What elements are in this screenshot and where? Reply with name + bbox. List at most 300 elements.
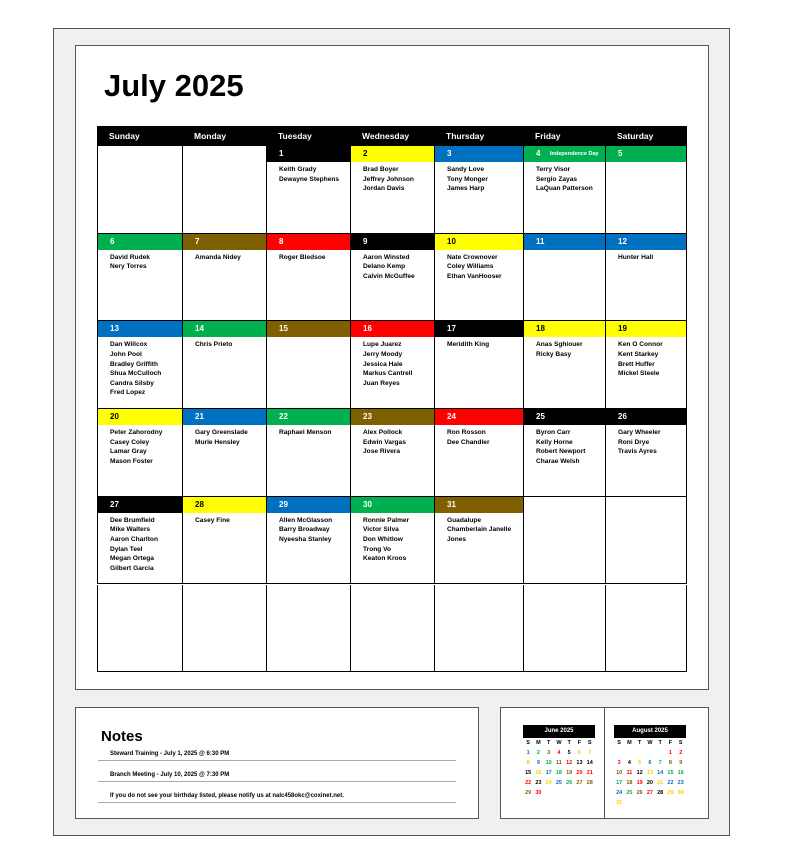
mini-day: [564, 788, 574, 798]
day-number-bar: [183, 409, 266, 425]
day-number: 4: [536, 149, 541, 158]
mini-day: [624, 748, 634, 758]
birthday-name: Calvin McGuffee: [363, 272, 415, 280]
mini-day: 27: [646, 790, 653, 796]
mini-week-row: [614, 768, 686, 778]
birthday-name: David Rudek: [110, 253, 150, 261]
birthday-name: Robert Newport: [536, 448, 586, 456]
birthday-name: Guadalupe: [447, 516, 482, 524]
day-cell: [605, 146, 687, 234]
birthday-list: [267, 162, 350, 184]
birthday-name: Aaron Charlton: [110, 535, 158, 543]
notes-title: Notes: [101, 728, 143, 745]
mini-weekday: M: [536, 740, 541, 746]
day-number-bar: [351, 234, 434, 250]
mini-day: 2: [679, 750, 683, 756]
birthday-name: Casey Fine: [195, 516, 230, 524]
weekday-header: Monday: [182, 126, 266, 146]
note-divider: [98, 802, 456, 803]
day-number-bar: [267, 234, 350, 250]
empty-day-cell: [605, 497, 687, 585]
mini-day: 4: [557, 750, 561, 756]
birthday-name: Lamar Gray: [110, 448, 147, 456]
birthday-name: Coley Williams: [447, 263, 494, 271]
mini-day: 16: [677, 770, 684, 776]
birthday-name: Victor Silva: [363, 526, 399, 534]
birthday-list: [606, 337, 686, 378]
birthday-name: Jessica Hale: [363, 360, 403, 368]
mini-day: [614, 748, 624, 758]
birthday-name: Kent Starkey: [618, 350, 659, 358]
weekday-header: Sunday: [97, 126, 182, 146]
birthday-list: [98, 337, 182, 398]
birthday-name: Barry Broadway: [279, 526, 330, 534]
mini-weekday: S: [587, 740, 592, 746]
day-number-bar: [183, 234, 266, 250]
birthday-name: Jerry Moody: [363, 350, 403, 358]
empty-day-cell: [182, 146, 266, 234]
birthday-name: Delano Kemp: [363, 263, 406, 271]
mini-week-row: [614, 748, 686, 758]
birthday-name: Terry Visor: [536, 166, 571, 173]
birthday-list: [267, 425, 350, 438]
mini-day: 10: [545, 760, 552, 766]
birthday-name: Nery Torres: [110, 263, 147, 271]
mini-weekday: F: [668, 740, 673, 746]
day-number: 2: [363, 149, 368, 158]
birthday-list: [183, 513, 266, 526]
birthday-name: Travis Ayres: [618, 448, 657, 456]
empty-day-cell: [350, 585, 434, 673]
day-number: 25: [536, 412, 545, 422]
birthday-name: Megan Ortega: [110, 555, 154, 563]
day-cell: [266, 234, 350, 322]
mini-week-row: [523, 748, 595, 758]
mini-weekday: S: [526, 740, 530, 746]
empty-day-cell: [605, 585, 687, 673]
birthday-name: Keith Grady: [279, 166, 317, 173]
birthday-name: Mike Walters: [110, 526, 151, 534]
birthday-name: Candra Silsby: [110, 379, 154, 387]
mini-day: 6: [577, 750, 581, 756]
birthday-name: Chris Prieto: [195, 341, 233, 349]
mini-weekday: F: [577, 740, 582, 746]
mini-day: 17: [545, 770, 552, 776]
mini-day: 8: [668, 760, 672, 766]
day-cell: [434, 234, 523, 322]
birthday-name: Ron Rosson: [447, 429, 486, 437]
note-item: Branch Meeting - July 10, 2025 @ 7:30 PM: [110, 772, 230, 778]
mini-day: 22: [525, 780, 532, 786]
mini-day: 20: [646, 780, 653, 786]
birthday-name: Don Whitlow: [363, 535, 403, 543]
birthday-name: Dee Chandler: [447, 438, 490, 446]
mini-day: 10: [616, 770, 623, 776]
day-number: 31: [447, 499, 456, 509]
day-number-bar: [435, 409, 523, 425]
birthday-list: [351, 425, 434, 457]
mini-day: 28: [657, 790, 664, 796]
mini-day: 21: [657, 780, 664, 786]
mini-day: 14: [586, 760, 593, 766]
birthday-name: Ethan VanHooser: [447, 272, 502, 280]
birthday-name: Jones: [447, 535, 467, 543]
birthday-name: Dee Brumfield: [110, 516, 155, 524]
mini-weekday: S: [617, 740, 621, 746]
day-number: 23: [363, 412, 372, 422]
weekday-header: Tuesday: [266, 126, 350, 146]
birthday-name: Casey Coley: [110, 438, 150, 446]
birthday-list: [351, 513, 434, 564]
day-number: 24: [447, 412, 456, 422]
mini-day: 29: [667, 790, 674, 796]
birthday-list: [606, 425, 686, 457]
day-number: 13: [110, 324, 119, 334]
birthday-list: [524, 337, 605, 359]
mini-week-row: [523, 788, 595, 798]
mini-day: 15: [525, 770, 532, 776]
mini-day: [645, 798, 655, 808]
birthday-name: Jeffrey Johnson: [363, 175, 414, 183]
birthday-list: [183, 425, 266, 447]
mini-day: 1: [668, 750, 672, 756]
mini-day: 22: [667, 780, 674, 786]
mini-day: 12: [566, 760, 573, 766]
mini-week-row: [523, 758, 595, 768]
day-cell: [434, 497, 523, 585]
mini-day: [554, 788, 564, 798]
page-title: July 2025: [104, 68, 244, 103]
day-number: 6: [110, 236, 115, 246]
day-number: 17: [447, 324, 456, 334]
mini-weekday-row: [523, 738, 595, 748]
birthday-list: [183, 337, 266, 350]
holiday-label: Independence Day: [550, 151, 599, 157]
birthday-name: Amanda Nidey: [195, 253, 241, 261]
day-cell: [182, 321, 266, 409]
birthday-name: Shua McCulloch: [110, 370, 162, 378]
birthday-name: Gilbert Garcia: [110, 564, 154, 572]
mini-calendar-title: August 2025: [614, 725, 686, 738]
birthday-name: John Pool: [110, 350, 142, 358]
day-number-bar: [98, 321, 182, 337]
mini-day: 16: [535, 770, 542, 776]
day-number: 9: [363, 236, 368, 246]
birthday-name: Hunter Hall: [618, 253, 654, 261]
birthday-name: Raphael Menson: [279, 429, 332, 437]
mini-day: [574, 788, 584, 798]
mini-day: [635, 748, 645, 758]
day-cell: [605, 321, 687, 409]
birthday-name: Nate Crownover: [447, 253, 498, 261]
day-number: 20: [110, 412, 119, 422]
day-cell: [266, 321, 350, 409]
weekday-header: Friday: [523, 126, 605, 146]
day-number-bar: [606, 321, 686, 337]
day-cell: [182, 497, 266, 585]
day-cell: [350, 409, 434, 497]
day-number: 3: [447, 149, 452, 158]
day-number-bar: [524, 234, 605, 250]
mini-calendar-june: [523, 725, 595, 798]
birthday-name: Byron Carr: [536, 429, 571, 437]
day-number: 1: [279, 149, 284, 158]
birthday-name: Bradley Griffith: [110, 360, 158, 368]
birthday-name: Ken O Connor: [618, 341, 663, 349]
day-number-bar: [606, 409, 686, 425]
weekday-header: Saturday: [605, 126, 687, 146]
weekday-header: Wednesday: [350, 126, 434, 146]
birthday-name: Trong Vo: [363, 545, 392, 553]
day-cell: [523, 409, 605, 497]
mini-day: 12: [636, 770, 643, 776]
mini-week-row: [614, 758, 686, 768]
mini-day: 4: [627, 760, 631, 766]
note-divider: [98, 760, 456, 761]
note-item: Steward Training - July 1, 2025 @ 6:30 PM: [110, 751, 230, 757]
birthday-name: Ricky Basy: [536, 350, 572, 358]
mini-week-row: [523, 768, 595, 778]
birthday-list: [435, 513, 523, 545]
day-number: 19: [618, 324, 627, 334]
birthday-list: [435, 162, 523, 194]
day-cell: [434, 409, 523, 497]
birthday-name: LaQuan Patterson: [536, 185, 593, 193]
mini-day: 18: [555, 770, 562, 776]
day-cell: [97, 321, 182, 409]
birthday-name: Gary Greenslade: [195, 429, 248, 437]
day-number: 8: [279, 236, 284, 246]
day-number-bar: [267, 321, 350, 337]
birthday-name: Murle Hensley: [195, 438, 240, 446]
birthday-name: Roni Drye: [618, 438, 650, 446]
mini-day: [645, 748, 655, 758]
birthday-name: James Harp: [447, 185, 485, 193]
birthday-name: Mason Foster: [110, 457, 153, 465]
empty-day-cell: [523, 585, 605, 673]
birthday-list: [351, 337, 434, 388]
mini-calendar-title: June 2025: [523, 725, 595, 738]
mini-day: 7: [658, 760, 662, 766]
mini-weekday: S: [678, 740, 683, 746]
day-cell: [182, 409, 266, 497]
mini-day: 24: [545, 780, 552, 786]
mini-weekday-row: [614, 738, 686, 748]
day-cell: [350, 234, 434, 322]
mini-day: 25: [626, 790, 633, 796]
mini-day: 6: [648, 760, 652, 766]
day-number-bar: [435, 146, 523, 162]
birthday-list: [524, 250, 605, 253]
mini-weekday: W: [647, 740, 653, 746]
day-number-bar: [267, 409, 350, 425]
mini-day: 11: [626, 770, 633, 776]
birthday-list: [435, 425, 523, 447]
day-number-bar: [524, 321, 605, 337]
mini-day: 17: [616, 780, 623, 786]
day-number: 30: [363, 499, 372, 509]
mini-day: 28: [586, 780, 593, 786]
day-number: 21: [195, 412, 204, 422]
day-number-bar: [183, 321, 266, 337]
mini-day: 13: [576, 760, 583, 766]
mini-calendar-august: [614, 725, 686, 808]
birthday-list: [267, 337, 350, 340]
birthday-name: Dylan Teel: [110, 545, 143, 553]
mini-day: 30: [677, 790, 684, 796]
mini-weekday: M: [627, 740, 632, 746]
day-cell: [182, 234, 266, 322]
birthday-name: Charae Welsh: [536, 457, 580, 465]
day-number: 15: [279, 324, 288, 334]
day-number: 10: [447, 236, 456, 246]
day-number-bar: [351, 497, 434, 513]
birthday-name: Anas Sghiouer: [536, 341, 583, 349]
birthday-name: Edwin Vargas: [363, 438, 406, 446]
day-number-bar: [98, 409, 182, 425]
birthday-list: [98, 425, 182, 466]
day-number: 29: [279, 499, 288, 509]
birthday-name: Gary Wheeler: [618, 429, 661, 437]
mini-day: 15: [667, 770, 674, 776]
day-cell: [434, 146, 523, 234]
birthday-list: [524, 425, 605, 466]
mini-weekday: T: [567, 740, 571, 746]
day-number-bar: [435, 497, 523, 513]
birthday-list: [351, 162, 434, 194]
birthday-name: Mickel Steele: [618, 370, 660, 378]
day-number: 5: [618, 149, 623, 158]
empty-day-cell: [434, 585, 523, 673]
mini-day: 7: [588, 750, 592, 756]
mini-day: 21: [586, 770, 593, 776]
birthday-name: Aaron Winsted: [363, 253, 410, 261]
birthday-name: Kelly Horne: [536, 438, 573, 446]
day-cell: [523, 234, 605, 322]
day-cell: [350, 321, 434, 409]
birthday-name: Tony Monger: [447, 175, 488, 183]
mini-day: [676, 798, 686, 808]
birthday-name: Juan Reyes: [363, 379, 400, 387]
day-cell: [266, 497, 350, 585]
empty-day-cell: [97, 585, 182, 673]
day-number-bar: [435, 321, 523, 337]
birthday-name: Markus Cantrell: [363, 370, 413, 378]
birthday-list: [98, 513, 182, 574]
day-number-bar: [267, 146, 350, 162]
birthday-name: Dan Willcox: [110, 341, 148, 349]
mini-day: 23: [535, 780, 542, 786]
day-cell: [350, 497, 434, 585]
mini-day: 24: [616, 790, 623, 796]
birthday-name: Peter Zahorodny: [110, 429, 163, 437]
mini-day: 26: [566, 780, 573, 786]
empty-day-cell: [266, 585, 350, 673]
birthday-name: Nyeesha Stanley: [279, 535, 332, 543]
day-cell: [266, 146, 350, 234]
day-number: 12: [618, 236, 627, 246]
birthday-name: Lupe Juarez: [363, 341, 402, 349]
birthday-list: [267, 513, 350, 545]
day-cell: [350, 146, 434, 234]
mini-week-row: [614, 788, 686, 798]
day-number-bar: [351, 321, 434, 337]
day-number-bar: [98, 234, 182, 250]
day-cell: [605, 409, 687, 497]
birthday-name: Fred Lopez: [110, 389, 146, 397]
empty-day-cell: [97, 146, 182, 234]
day-number-bar: [606, 234, 686, 250]
mini-day: [544, 788, 554, 798]
day-number-bar: [606, 146, 686, 162]
day-number: 16: [363, 324, 372, 334]
birthday-name: Jose Rivera: [363, 448, 401, 456]
mini-week-row: [614, 798, 686, 808]
mini-week-row: [614, 778, 686, 788]
birthday-list: [267, 250, 350, 263]
birthday-name: Jordan Davis: [363, 185, 405, 193]
birthday-list: [183, 250, 266, 263]
day-number-bar: [524, 146, 605, 162]
mini-day: 31: [616, 800, 623, 806]
birthday-name: Keaton Kroos: [363, 555, 407, 563]
birthday-list: [606, 162, 686, 165]
note-divider: [98, 781, 456, 782]
mini-day: [665, 798, 675, 808]
birthday-list: [435, 250, 523, 282]
mini-day: 26: [636, 790, 643, 796]
day-number: 14: [195, 324, 204, 334]
day-cell: [523, 321, 605, 409]
mini-day: 9: [679, 760, 683, 766]
mini-day: 13: [646, 770, 653, 776]
day-cell: [97, 234, 182, 322]
day-number: 28: [195, 499, 204, 509]
birthday-name: Dewayne Stephens: [279, 175, 340, 183]
mini-day: 18: [626, 780, 633, 786]
mini-day: 27: [576, 780, 583, 786]
day-number: 27: [110, 499, 119, 509]
mini-day: [624, 798, 634, 808]
mini-day: 30: [535, 790, 542, 796]
day-number: 11: [536, 236, 545, 246]
mini-day: 1: [526, 750, 530, 756]
birthday-name: Brad Boyer: [363, 166, 399, 173]
birthday-list: [524, 162, 605, 194]
day-number-bar: [524, 409, 605, 425]
day-number: 26: [618, 412, 627, 422]
mini-day: 5: [567, 750, 571, 756]
mini-day: 11: [556, 760, 562, 766]
mini-day: 2: [536, 750, 540, 756]
mini-week-row: [523, 778, 595, 788]
mini-day: 9: [536, 760, 540, 766]
empty-day-cell: [523, 497, 605, 585]
mini-day: 29: [525, 790, 532, 796]
birthday-name: Allen McGlasson: [279, 516, 333, 524]
birthday-name: Roger Bledsoe: [279, 253, 326, 261]
day-number: 22: [279, 412, 288, 422]
day-number-bar: [183, 497, 266, 513]
birthday-name: Meridith King: [447, 341, 490, 349]
note-item: If you do not see your birthday listed, please notify us at nalc458okc@coxinet.net.: [110, 793, 344, 799]
weekday-header: Thursday: [434, 126, 523, 146]
birthday-list: [98, 250, 182, 272]
mini-day: 19: [566, 770, 573, 776]
day-cell: [523, 146, 605, 234]
birthday-list: [435, 337, 523, 350]
mini-weekday: T: [637, 740, 642, 746]
